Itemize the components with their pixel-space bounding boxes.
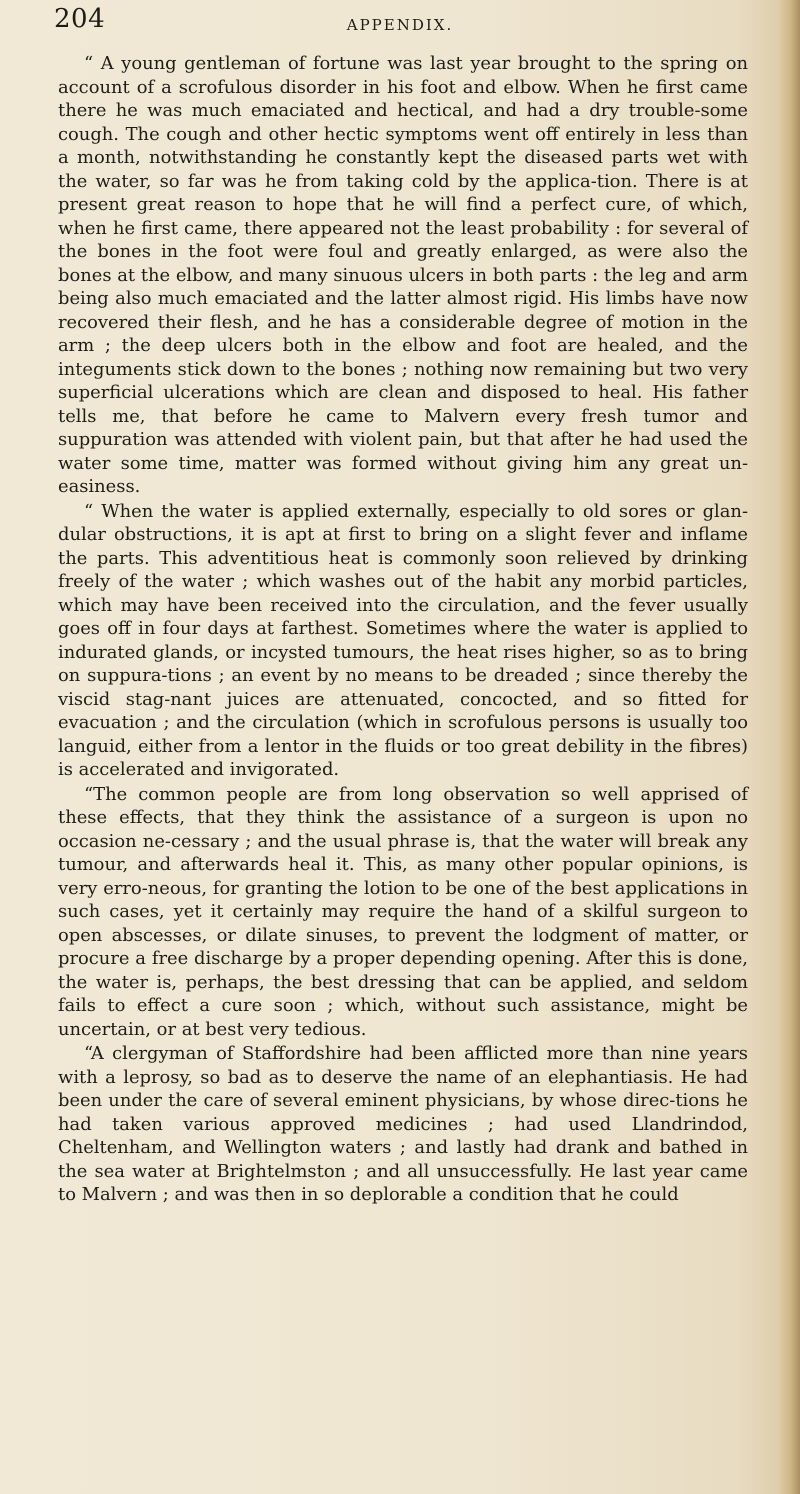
page-number: 204 — [54, 4, 106, 34]
paragraph-external-application: “ When the water is applied externally, especially to old sores or glan-dular obstructions, it is apt at first to bring on a slight fever and inflame the parts. This adventitious heat is commonly soon relieved by drinking freely of the water ; which washes out of the habit any morbid particles, which may have been received into the circulation, and the fever usually goes off in four days at farthest. Sometimes where the water is applied to indurated glands, or incysted tumours, the heat rises higher, so as to bring on suppura-tions ; an event by no means to be dreaded ; since thereby the viscid stag-nant juices are attenuated, concocted, and so fitted for evacuation ; and the circulation (which in scrofulous persons is usually too languid, either from a lentor in the fluids or too great debility in the fibres) is accelerated and invigorated. — [58, 500, 748, 780]
paragraph-young-gentleman: “ A young gentleman of fortune was last year brought to the spring on account of a scrofulous disorder in his foot and elbow. When he first came there he was much emaciated and hectical, and had a dry trouble-some cough. The cough and other hectic symptoms went off entirely in less than a month, notwithstanding he constantly kept the diseased parts wet with the water, so far was he from taking cold by the applica-tion. There is at present great reason to hope that he will find a perfect cure, of which, when he first came, there appeared not the least probability : for several of the bones in the foot were foul and greatly enlarged, as were also the bones at the elbow, and many sinuous ulcers in both parts : the leg and arm being also much emaciated and the latter almost rigid. His limbs have now recovered their flesh, and he has a considerable degree of motion in the arm ; the deep ulcers both in the elbow and foot are healed, and the integuments stick down to the bones ; nothing now remaining but two very superficial ulcerations which are clean and disposed to heal. His father tells me, that before he came to Malvern every fresh tumor and suppuration was attended with violent pain, but that after he had used the water some time, matter was formed without giving him any great un-easiness. — [58, 53, 748, 497]
paragraph-clergyman: “A clergyman of Staffordshire had been afflicted more than nine years with a leprosy, so bad as to deserve the name of an elephantiasis. He had been under the care of several eminent physicians, by whose direc-tions he had taken various approved medicines ; had used Llandrindod, Cheltenham, and Wellington waters ; and lastly had drank and bathed in the sea water at Brightelmston ; and all unsuccessfully. He last year came to Malvern ; and was then in so deplorable a condition that he could — [58, 1043, 748, 1205]
page-edge-shadow — [778, 0, 800, 1494]
body-text — [58, 52, 748, 1207]
paragraph-common-people: “The common people are from long observation so well apprised of these effects, that they think the assistance of a surgeon is upon no occasion ne-cessary ; and the usual phrase is, that the water will break any tumour, and afterwards heal it. This, as many other popular opinions, is very erro-neous, for granting the lotion to be one of the best applications in such cases, yet it certainly may require the hand of a skilful surgeon to open abscesses, or dilate sinuses, to prevent the lodgment of matter, or procure a free discharge by a proper depending opening. After this is done, the water is, perhaps, the best dressing that can be applied, and seldom fails to effect a cure soon ; which, without such assistance, might be uncertain, or at best very tedious. — [58, 783, 748, 1040]
running-head: APPENDIX. — [346, 16, 454, 34]
